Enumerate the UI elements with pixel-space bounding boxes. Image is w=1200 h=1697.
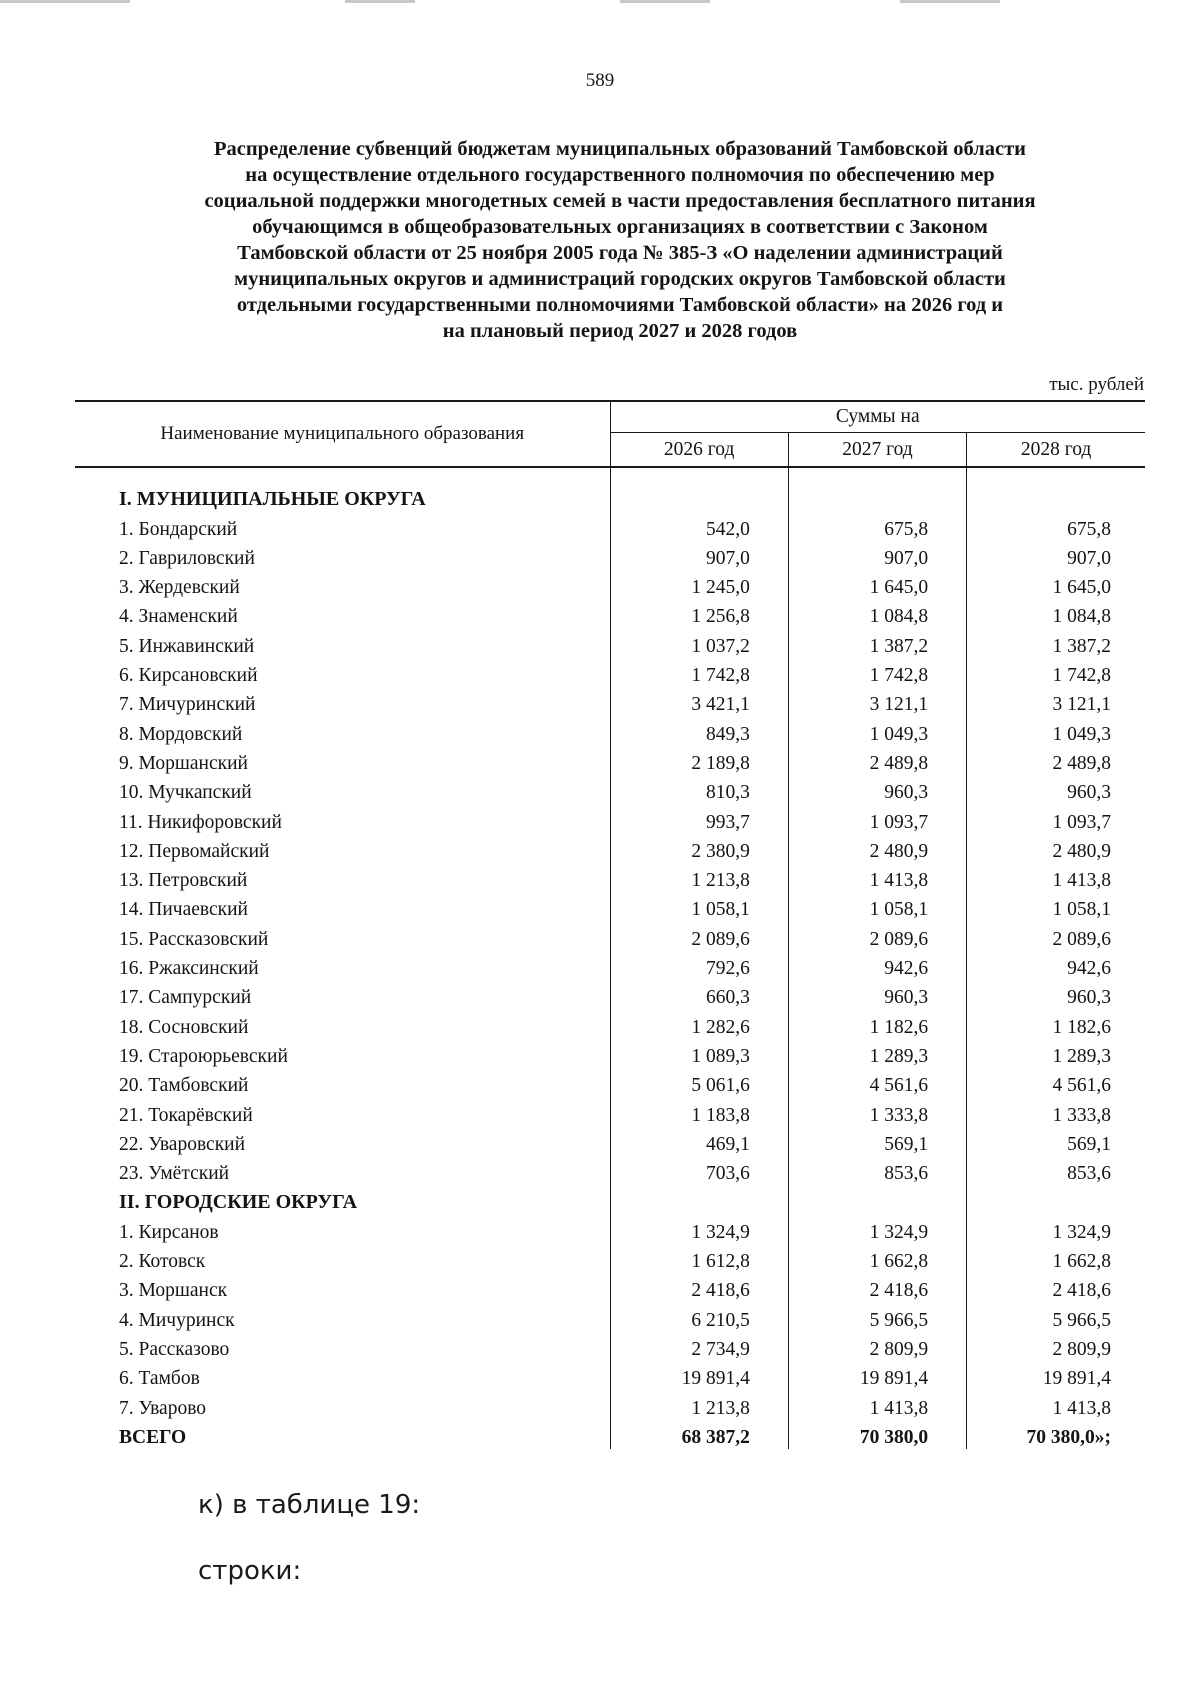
subvention-table: [75, 400, 1145, 1449]
table-row: [75, 1332, 1145, 1361]
table-row: [75, 775, 1145, 804]
municipality-name: 4. Мичуринск: [75, 1302, 610, 1331]
value-2028: 3 121,1: [1052, 694, 1111, 716]
table-row: [75, 716, 1145, 745]
municipality-name: 18. Сосновский: [75, 1009, 610, 1038]
municipality-name: 12. Первомайский: [75, 834, 610, 863]
table-row: [75, 1039, 1145, 1068]
municipality-name: 6. Кирсановский: [75, 658, 610, 687]
column-header-sums: Суммы на: [610, 401, 1145, 433]
empty-cell: [967, 482, 1145, 511]
value-2026: 1 089,3: [610, 1039, 788, 1068]
value-2028: 1 289,3: [1052, 1045, 1111, 1067]
value-2028: 2 809,9: [1052, 1338, 1111, 1360]
scan-artifact: [0, 0, 130, 3]
municipality-name: 1. Бондарский: [75, 511, 610, 540]
total-2027: 70 380,0: [788, 1420, 966, 1449]
value-2026: 810,3: [610, 775, 788, 804]
total-row: [75, 1420, 1145, 1449]
value-2028: 853,6: [1067, 1163, 1111, 1185]
title-line: на плановый период 2027 и 2028 годов: [442, 320, 798, 342]
value-2028: 1 058,1: [1052, 899, 1111, 921]
title-line: Тамбовской области от 25 ноября 2005 года № 385-З «О наделении администраций: [237, 242, 1003, 264]
value-2026: 542,0: [610, 511, 788, 540]
municipality-name: 14. Пичаевский: [75, 892, 610, 921]
municipality-name: 19. Староюрьевский: [75, 1039, 610, 1068]
value-2027: 19 891,4: [788, 1361, 966, 1390]
table-row: [75, 863, 1145, 892]
value-2026: 907,0: [610, 541, 788, 570]
value-2027: 1 333,8: [788, 1097, 966, 1126]
value-2028: 1 413,8: [1052, 870, 1111, 892]
value-2028: 1 387,2: [1052, 635, 1111, 657]
value-2027: 675,8: [788, 511, 966, 540]
value-2026: 660,3: [610, 980, 788, 1009]
value-2026: 2 089,6: [610, 921, 788, 950]
municipality-name: 7. Мичуринский: [75, 687, 610, 716]
municipality-name: 3. Жердевский: [75, 570, 610, 599]
value-2028: 19 891,4: [1042, 1368, 1111, 1390]
municipality-name: 2. Гавриловский: [75, 541, 610, 570]
value-2026: 2 734,9: [610, 1332, 788, 1361]
title-line: муниципальных округов и администраций городских округов Тамбовской области: [234, 268, 1006, 290]
value-2028: 2 480,9: [1052, 840, 1111, 862]
value-2026: 1 742,8: [610, 658, 788, 687]
scan-artifact: [345, 0, 415, 3]
municipality-name: 6. Тамбов: [75, 1361, 610, 1390]
value-2027: 1 662,8: [788, 1244, 966, 1273]
value-2027: 1 387,2: [788, 628, 966, 657]
value-2026: 1 256,8: [610, 599, 788, 628]
value-2027: 1 413,8: [788, 863, 966, 892]
value-2026: 1 037,2: [610, 628, 788, 657]
municipality-name: 21. Токарёвский: [75, 1097, 610, 1126]
municipality-name: 2. Котовск: [75, 1244, 610, 1273]
value-2028: 2 089,6: [1052, 928, 1111, 950]
empty-cell: [610, 482, 788, 511]
municipality-name: 15. Рассказовский: [75, 921, 610, 950]
municipality-name: 9. Моршанский: [75, 746, 610, 775]
value-2028: 1 049,3: [1052, 723, 1111, 745]
total-label: ВСЕГО: [75, 1420, 610, 1449]
column-header-2026: 2026 год: [610, 433, 788, 468]
table-row: [75, 892, 1145, 921]
value-2026: 1 183,8: [610, 1097, 788, 1126]
value-2028: 1 182,6: [1052, 1016, 1111, 1038]
value-2027: 2 480,9: [788, 834, 966, 863]
value-2026: 1 213,8: [610, 1390, 788, 1419]
value-2026: 469,1: [610, 1127, 788, 1156]
value-2028: 2 489,8: [1052, 752, 1111, 774]
value-2027: 4 561,6: [788, 1068, 966, 1097]
value-2026: 1 324,9: [610, 1214, 788, 1243]
title-line: отдельными государственными полномочиями Тамбовской области» на 2026 год и: [236, 294, 1004, 316]
scan-artifact: [620, 0, 710, 3]
table-row: [75, 1244, 1145, 1273]
value-2028: 2 418,6: [1052, 1280, 1111, 1302]
value-2028: 907,0: [1067, 547, 1111, 569]
table-row: [75, 628, 1145, 657]
table-row: [75, 804, 1145, 833]
value-2027: 5 966,5: [788, 1302, 966, 1331]
value-2027: 960,3: [788, 980, 966, 1009]
title-line: социальной поддержки многодетных семей в части предоставления бесплатного питания: [204, 190, 1036, 212]
value-2026: 1 213,8: [610, 863, 788, 892]
value-2028: 5 966,5: [1052, 1309, 1111, 1331]
value-2026: 703,6: [610, 1156, 788, 1185]
table-row: [75, 1068, 1145, 1097]
value-2027: 569,1: [788, 1127, 966, 1156]
table-row: [75, 1097, 1145, 1126]
value-2028: 1 413,8: [1052, 1397, 1111, 1419]
value-2027: 942,6: [788, 951, 966, 980]
value-2028: 942,6: [1067, 958, 1111, 980]
title-line: обучающимся в общеобразовательных организациях в соответствии с Законом: [252, 216, 988, 238]
empty-cell: [967, 1185, 1145, 1214]
table-row: [75, 1273, 1145, 1302]
amendment-line: к) в таблице 19:: [198, 1490, 421, 1520]
table-row: [75, 1302, 1145, 1331]
value-2026: 19 891,4: [610, 1361, 788, 1390]
empty-cell: [788, 482, 966, 511]
municipality-name: 22. Уваровский: [75, 1127, 610, 1156]
table-row: [75, 599, 1145, 628]
value-2027: 1 645,0: [788, 570, 966, 599]
value-2026: 3 421,1: [610, 687, 788, 716]
value-2027: 2 089,6: [788, 921, 966, 950]
value-2026: 1 058,1: [610, 892, 788, 921]
municipality-name: 10. Мучкапский: [75, 775, 610, 804]
value-2028: 1 742,8: [1052, 665, 1111, 687]
total-2028: 70 380,0»;: [1026, 1426, 1111, 1448]
table-row: [75, 570, 1145, 599]
section-title: II. ГОРОДСКИЕ ОКРУГА: [75, 1185, 610, 1214]
value-2027: 1 093,7: [788, 804, 966, 833]
value-2027: 960,3: [788, 775, 966, 804]
municipality-name: 7. Уварово: [75, 1390, 610, 1419]
value-2027: 2 418,6: [788, 1273, 966, 1302]
table-row: [75, 980, 1145, 1009]
value-2027: 1 324,9: [788, 1214, 966, 1243]
table-row: [75, 746, 1145, 775]
table-row: [75, 834, 1145, 863]
value-2027: 1 182,6: [788, 1009, 966, 1038]
value-2026: 1 612,8: [610, 1244, 788, 1273]
value-2028: 569,1: [1067, 1133, 1111, 1155]
municipality-name: 11. Никифоровский: [75, 804, 610, 833]
table-row: [75, 1214, 1145, 1243]
table-row: [75, 541, 1145, 570]
value-2026: 6 210,5: [610, 1302, 788, 1331]
value-2027: 1 049,3: [788, 716, 966, 745]
municipality-name: 3. Моршанск: [75, 1273, 610, 1302]
title-line: Распределение субвенций бюджетам муниципальных образований Тамбовской области: [214, 138, 1026, 160]
units-label: тыс. рублей: [1049, 374, 1144, 395]
table-row: [75, 921, 1145, 950]
spacer-cell: [967, 467, 1145, 482]
column-header-name: Наименование муниципального образования: [75, 401, 610, 467]
value-2027: 1 084,8: [788, 599, 966, 628]
spacer-row: [75, 467, 1145, 482]
value-2028: 1 084,8: [1052, 606, 1111, 628]
municipality-name: 5. Инжавинский: [75, 628, 610, 657]
value-2028: 960,3: [1067, 782, 1111, 804]
spacer-cell: [75, 467, 610, 482]
value-2028: 1 093,7: [1052, 811, 1111, 833]
spacer-cell: [610, 467, 788, 482]
value-2027: 2 809,9: [788, 1332, 966, 1361]
value-2026: 5 061,6: [610, 1068, 788, 1097]
value-2028: 1 662,8: [1052, 1251, 1111, 1273]
table-row: [75, 1009, 1145, 1038]
table-row: [75, 658, 1145, 687]
section-title: I. МУНИЦИПАЛЬНЫЕ ОКРУГА: [75, 482, 610, 511]
value-2028: 1 333,8: [1052, 1104, 1111, 1126]
column-header-2028: 2028 год: [1020, 438, 1092, 460]
value-2026: 2 418,6: [610, 1273, 788, 1302]
table-row: [75, 1156, 1145, 1185]
table-row: [75, 1390, 1145, 1419]
value-2028: 1 645,0: [1052, 577, 1111, 599]
table-row: [75, 687, 1145, 716]
value-2026: 2 189,8: [610, 746, 788, 775]
value-2027: 3 121,1: [788, 687, 966, 716]
municipality-name: 23. Умётский: [75, 1156, 610, 1185]
value-2028: 960,3: [1067, 987, 1111, 1009]
empty-cell: [610, 1185, 788, 1214]
municipality-name: 13. Петровский: [75, 863, 610, 892]
value-2026: 1 245,0: [610, 570, 788, 599]
table-row: [75, 1127, 1145, 1156]
section-row: [75, 482, 1145, 511]
value-2027: 1 058,1: [788, 892, 966, 921]
value-2028: 1 324,9: [1052, 1221, 1111, 1243]
table-row: [75, 511, 1145, 540]
municipality-name: 20. Тамбовский: [75, 1068, 610, 1097]
table-row: [75, 1361, 1145, 1390]
municipality-name: 8. Мордовский: [75, 716, 610, 745]
value-2026: 2 380,9: [610, 834, 788, 863]
municipality-name: 5. Рассказово: [75, 1332, 610, 1361]
municipality-name: 1. Кирсанов: [75, 1214, 610, 1243]
document-title: [90, 136, 1150, 344]
empty-cell: [788, 1185, 966, 1214]
value-2028: 4 561,6: [1052, 1075, 1111, 1097]
table-row: [75, 951, 1145, 980]
value-2027: 1 413,8: [788, 1390, 966, 1419]
section-row: [75, 1185, 1145, 1214]
column-header-2027: 2027 год: [788, 433, 966, 468]
value-2027: 2 489,8: [788, 746, 966, 775]
value-2027: 1 289,3: [788, 1039, 966, 1068]
value-2028: 675,8: [1067, 518, 1111, 540]
value-2027: 907,0: [788, 541, 966, 570]
value-2027: 1 742,8: [788, 658, 966, 687]
value-2026: 1 282,6: [610, 1009, 788, 1038]
value-2026: 849,3: [610, 716, 788, 745]
value-2026: 993,7: [610, 804, 788, 833]
municipality-name: 16. Ржаксинский: [75, 951, 610, 980]
title-line: на осуществление отдельного государственного полномочия по обеспечению мер: [245, 164, 995, 186]
scan-artifact: [900, 0, 1000, 3]
spacer-cell: [788, 467, 966, 482]
municipality-name: 17. Сампурский: [75, 980, 610, 1009]
page-number: 589: [585, 70, 615, 91]
total-2026: 68 387,2: [610, 1420, 788, 1449]
value-2026: 792,6: [610, 951, 788, 980]
value-2027: 853,6: [788, 1156, 966, 1185]
municipality-name: 4. Знаменский: [75, 599, 610, 628]
amendment-line: строки:: [198, 1556, 302, 1586]
